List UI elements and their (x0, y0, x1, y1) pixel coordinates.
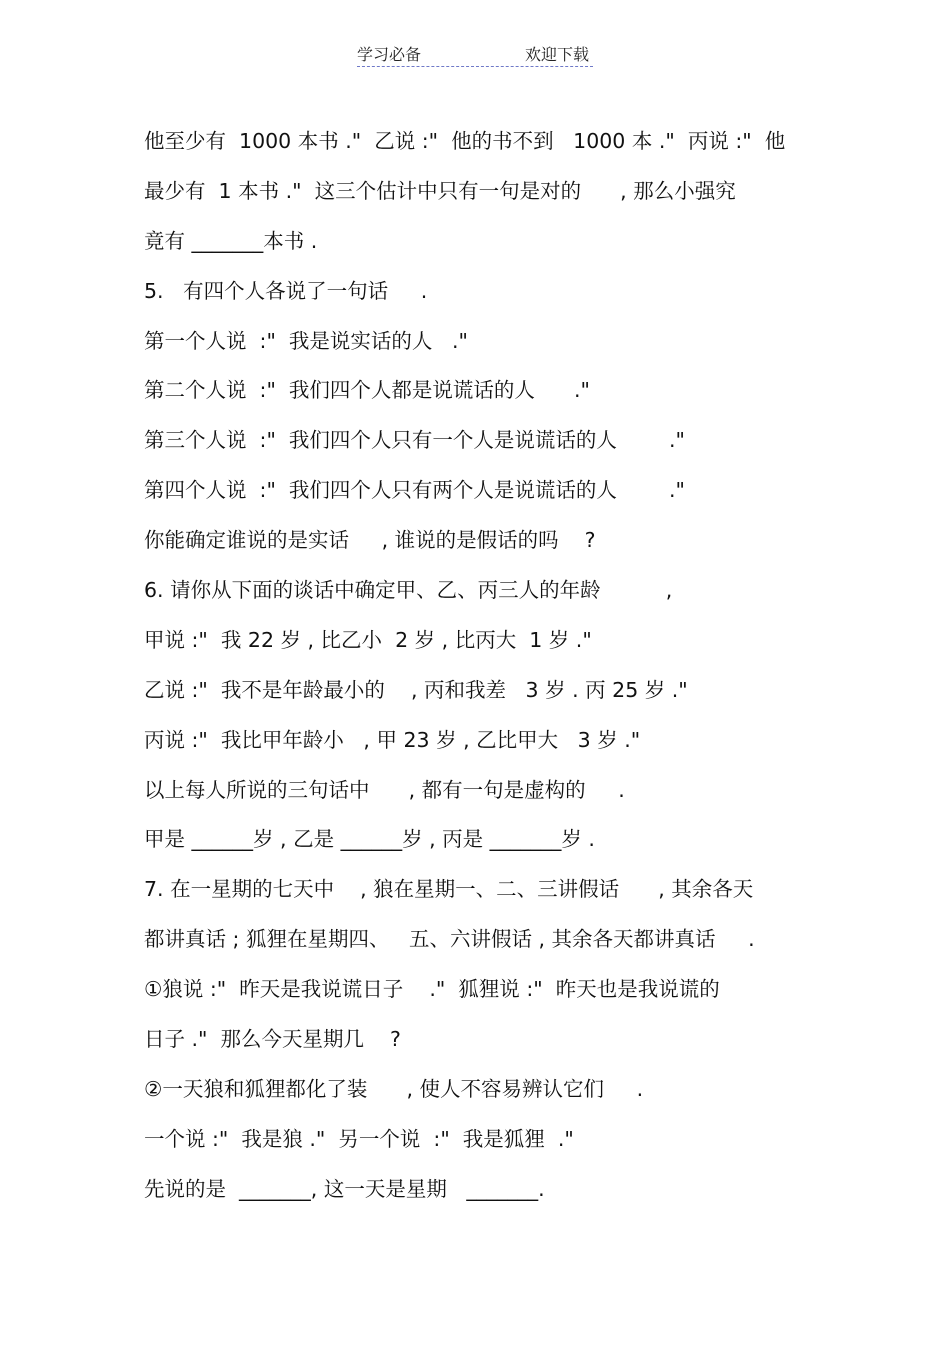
problem-7-title: 7. 在一星期的七天中 , 狼在星期一、二、三讲假话 , 其余各天 (144, 877, 754, 902)
text-line: 竟有 _______本书 . (144, 228, 318, 253)
text-line: 他至少有 1000 本书 ." 乙说 :" 他的书不到 1000 本 ." 丙说 :" 他 (144, 129, 786, 153)
text-line: 第三个人说 :" 我们四个人只有一个人是说谎话的人 ." (144, 428, 685, 453)
text-line: 乙说 :" 我不是年龄最小的 , 丙和我差 3 岁 . 丙 25 岁 ." (144, 677, 688, 702)
text-line: 都讲真话 ; 狐狸在星期四、 五、六讲假话 , 其余各天都讲真话 . (144, 927, 755, 952)
text-line: 丙说 :" 我比甲年龄小 , 甲 23 岁 , 乙比甲大 3 岁 ." (144, 727, 641, 752)
text-line: 第四个人说 :" 我们四个人只有两个人是说谎话的人 ." (144, 478, 685, 503)
text-line: 先说的是 _______, 这一天是星期 _______. (144, 1176, 545, 1201)
document-body (144, 116, 834, 1214)
text-line: 甲说 :" 我 22 岁 , 比乙小 2 岁 , 比丙大 1 岁 ." (144, 627, 592, 652)
text-line: ②一天狼和狐狸都化了装 , 使人不容易辨认它们 . (144, 1076, 644, 1101)
text-line: 第一个人说 :" 我是说实话的人 ." (144, 328, 468, 353)
header-left-text: 学习必备 (357, 45, 422, 64)
page-header (357, 40, 593, 67)
text-line: 最少有 1 本书 ." 这三个估计中只有一句是对的 , 那么小强究 (144, 178, 736, 203)
text-line: 甲是 ______岁 , 乙是 ______岁 , 丙是 _______岁 . (144, 827, 595, 852)
problem-6-title: 6. 请你从下面的谈话中确定甲、乙、丙三人的年龄 , (144, 578, 673, 603)
text-line: 你能确定谁说的是实话 , 谁说的是假话的吗 ? (144, 528, 596, 553)
text-line: ①狼说 :" 昨天是我说谎日子 ." 狐狸说 :" 昨天也是我说谎的 (144, 977, 720, 1002)
text-line: 以上每人所说的三句话中 , 都有一句是虚构的 . (144, 777, 625, 802)
text-line: 一个说 :" 我是狼 ." 另一个说 :" 我是狐狸 ." (144, 1126, 574, 1151)
text-line: 第二个人说 :" 我们四个人都是说谎话的人 ." (144, 378, 590, 403)
text-line: 日子 ." 那么今天星期几 ? (144, 1027, 401, 1052)
header-right-text: 欢迎下载 (524, 45, 589, 64)
problem-5-title: 5. 有四个人各说了一句话 . (144, 278, 428, 303)
